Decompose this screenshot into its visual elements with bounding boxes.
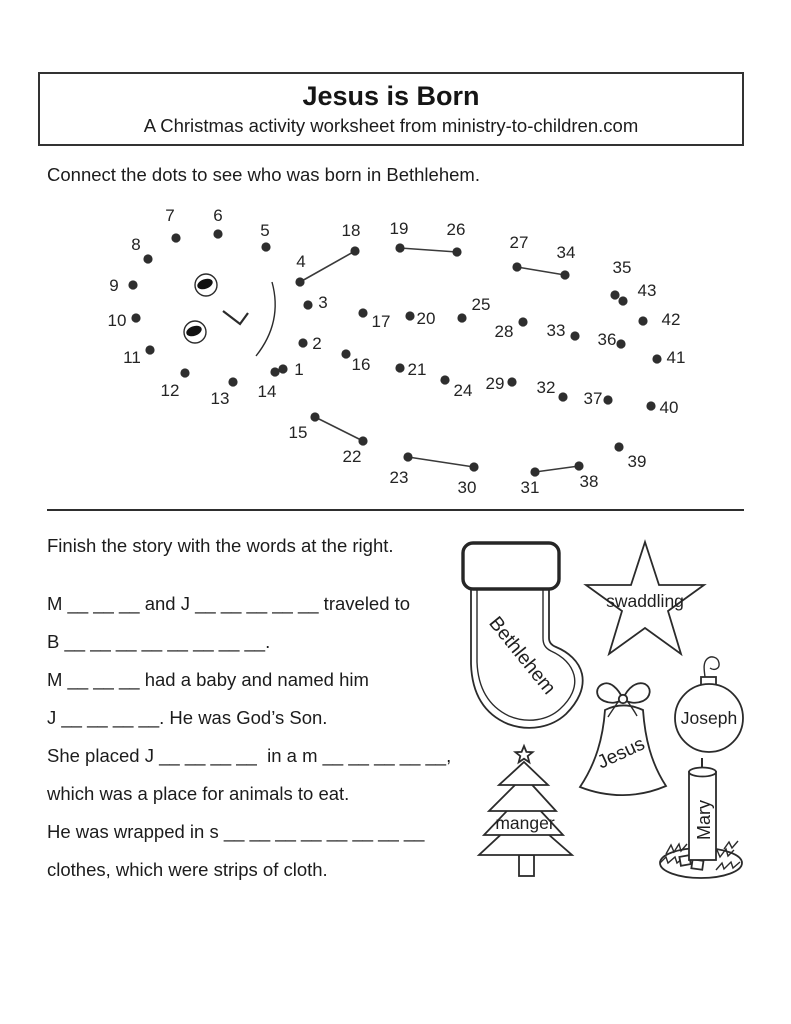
tree-icon <box>479 746 572 876</box>
dot-2 <box>298 338 307 347</box>
dot-label-37: 37 <box>583 389 603 408</box>
dot-36 <box>616 339 625 348</box>
dot-label-36: 36 <box>597 330 617 349</box>
example-connection-line <box>408 457 474 467</box>
dot-23 <box>403 452 412 461</box>
dot-30 <box>469 462 478 471</box>
dot-label-29: 29 <box>485 374 505 393</box>
dot-label-40: 40 <box>659 398 679 417</box>
dot-label-10: 10 <box>107 311 127 330</box>
dot-label-24: 24 <box>453 381 473 400</box>
dots-and-numbers <box>108 206 686 497</box>
dot-34 <box>560 270 569 279</box>
dot-41 <box>652 354 661 363</box>
dot-label-11: 11 <box>123 348 141 367</box>
example-connection-line <box>300 251 355 282</box>
story-line: which was a place for animals to eat. <box>47 783 350 804</box>
dot-label-30: 30 <box>457 478 477 497</box>
example-connection-line <box>315 417 363 441</box>
dot-21 <box>395 363 404 372</box>
dot-to-dot-canvas <box>0 195 791 507</box>
dot-label-18: 18 <box>341 221 361 240</box>
cheek-arc-icon <box>256 282 275 356</box>
bell-icon <box>580 683 666 795</box>
dot-label-12: 12 <box>160 381 180 400</box>
dot-label-5: 5 <box>260 221 270 240</box>
page-subtitle: A Christmas activity worksheet from ministry-to-children.com <box>143 115 639 136</box>
dot-label-42: 42 <box>661 310 681 329</box>
dot-24 <box>440 375 449 384</box>
dot-label-43: 43 <box>637 281 657 300</box>
star-word: swaddling <box>606 591 684 611</box>
dot-label-17: 17 <box>371 312 391 331</box>
story-line: clothes, which were strips of cloth. <box>47 859 328 880</box>
dot-6 <box>213 229 222 238</box>
dot-label-35: 35 <box>612 258 632 277</box>
dot-39 <box>614 442 623 451</box>
dot-label-4: 4 <box>296 252 306 271</box>
dot-27 <box>512 262 521 271</box>
dot-label-1: 1 <box>294 360 304 379</box>
dot-label-3: 3 <box>318 293 328 312</box>
story-line: She placed J __ __ __ __ in a m __ __ __ __ __, <box>47 745 452 766</box>
tree-star <box>515 746 532 762</box>
dot-22 <box>358 436 367 445</box>
dot-label-28: 28 <box>494 322 514 341</box>
dot-label-41: 41 <box>666 348 686 367</box>
dot-label-2: 2 <box>312 334 322 353</box>
bell-word: Jesus <box>594 733 649 774</box>
dot-label-33: 33 <box>546 321 566 340</box>
stocking-word: Bethlehem <box>484 612 561 699</box>
dot-label-14: 14 <box>257 382 277 401</box>
story-line: J __ __ __ __. He was God’s Son. <box>47 707 328 728</box>
example-connection-line <box>400 248 457 252</box>
dot-9 <box>128 280 137 289</box>
dot-label-31: 31 <box>520 478 540 497</box>
dot-16 <box>341 349 350 358</box>
dot-label-6: 6 <box>213 206 223 225</box>
dot-label-39: 39 <box>627 452 647 471</box>
dot-label-21: 21 <box>407 360 427 379</box>
dot-38 <box>574 461 583 470</box>
dot-label-34: 34 <box>556 243 576 262</box>
ornament-icon <box>675 657 743 752</box>
nose-check-icon <box>223 311 248 324</box>
dot-7 <box>171 233 180 242</box>
tree-trunk <box>519 855 534 876</box>
dot-3 <box>303 300 312 309</box>
word-bank-canvas <box>440 528 762 898</box>
dot-label-16: 16 <box>351 355 371 374</box>
dot-label-27: 27 <box>509 233 529 252</box>
page-title: Jesus is Born <box>302 81 480 111</box>
dot-label-25: 25 <box>471 295 491 314</box>
dot-label-9: 9 <box>109 276 119 295</box>
example-connection-line <box>535 466 579 472</box>
right-pupil-icon <box>185 324 203 338</box>
story-text <box>47 585 477 889</box>
dot-35 <box>610 290 619 299</box>
dot-label-13: 13 <box>210 389 230 408</box>
dot-20 <box>405 311 414 320</box>
dot-13 <box>228 377 237 386</box>
dot-4 <box>295 277 304 286</box>
dot-32 <box>558 392 567 401</box>
ornament-word: Joseph <box>680 708 738 728</box>
candle-icon <box>660 758 742 878</box>
story-line: B __ __ __ __ __ __ __ __. <box>47 631 271 652</box>
dot-8 <box>143 254 152 263</box>
dot-5 <box>261 242 270 251</box>
section-divider <box>47 509 744 511</box>
dot-14 <box>270 367 279 376</box>
bow-knot <box>619 695 627 703</box>
star-icon <box>586 542 704 654</box>
dot-label-20: 20 <box>416 309 436 328</box>
ornament-hook <box>704 657 719 677</box>
story-line: He was wrapped in s __ __ __ __ __ __ __ __ <box>47 821 425 842</box>
dot-26 <box>452 247 461 256</box>
dot-25 <box>457 313 466 322</box>
example-connection-line <box>517 267 565 275</box>
story-line: M __ __ __ and J __ __ __ __ __ traveled to <box>47 593 411 614</box>
dot-label-38: 38 <box>579 472 599 491</box>
face-preview <box>184 274 275 356</box>
left-pupil-icon <box>196 277 214 291</box>
dot-label-32: 32 <box>536 378 556 397</box>
dot-label-15: 15 <box>288 423 308 442</box>
dot-1 <box>278 364 287 373</box>
dot-15 <box>310 412 319 421</box>
dot-28 <box>518 317 527 326</box>
candle-word: Mary <box>694 800 714 840</box>
dot-31 <box>530 467 539 476</box>
dot-label-23: 23 <box>389 468 409 487</box>
dot-18 <box>350 246 359 255</box>
dot-label-22: 22 <box>342 447 362 466</box>
wreath-box-2 <box>691 859 703 869</box>
dot-43 <box>618 296 627 305</box>
dot-11 <box>145 345 154 354</box>
dot-17 <box>358 308 367 317</box>
dot-19 <box>395 243 404 252</box>
dot-12 <box>180 368 189 377</box>
dot-40 <box>646 401 655 410</box>
story-line: M __ __ __ had a baby and named him <box>47 669 369 690</box>
connect-dots-instruction: Connect the dots to see who was born in Bethlehem. <box>47 164 480 185</box>
dot-42 <box>638 316 647 325</box>
stocking-icon <box>463 543 583 728</box>
dot-33 <box>570 331 579 340</box>
candle-top <box>689 768 716 777</box>
dot-37 <box>603 395 612 404</box>
dot-29 <box>507 377 516 386</box>
story-instruction: Finish the story with the words at the right. <box>47 535 394 556</box>
dot-label-8: 8 <box>131 235 141 254</box>
header-box <box>38 72 744 146</box>
dot-label-26: 26 <box>446 220 466 239</box>
tree-word: manger <box>495 813 555 833</box>
dot-10 <box>131 313 140 322</box>
dot-label-19: 19 <box>389 219 409 238</box>
dot-label-7: 7 <box>165 206 175 225</box>
stocking-cuff <box>463 543 559 589</box>
